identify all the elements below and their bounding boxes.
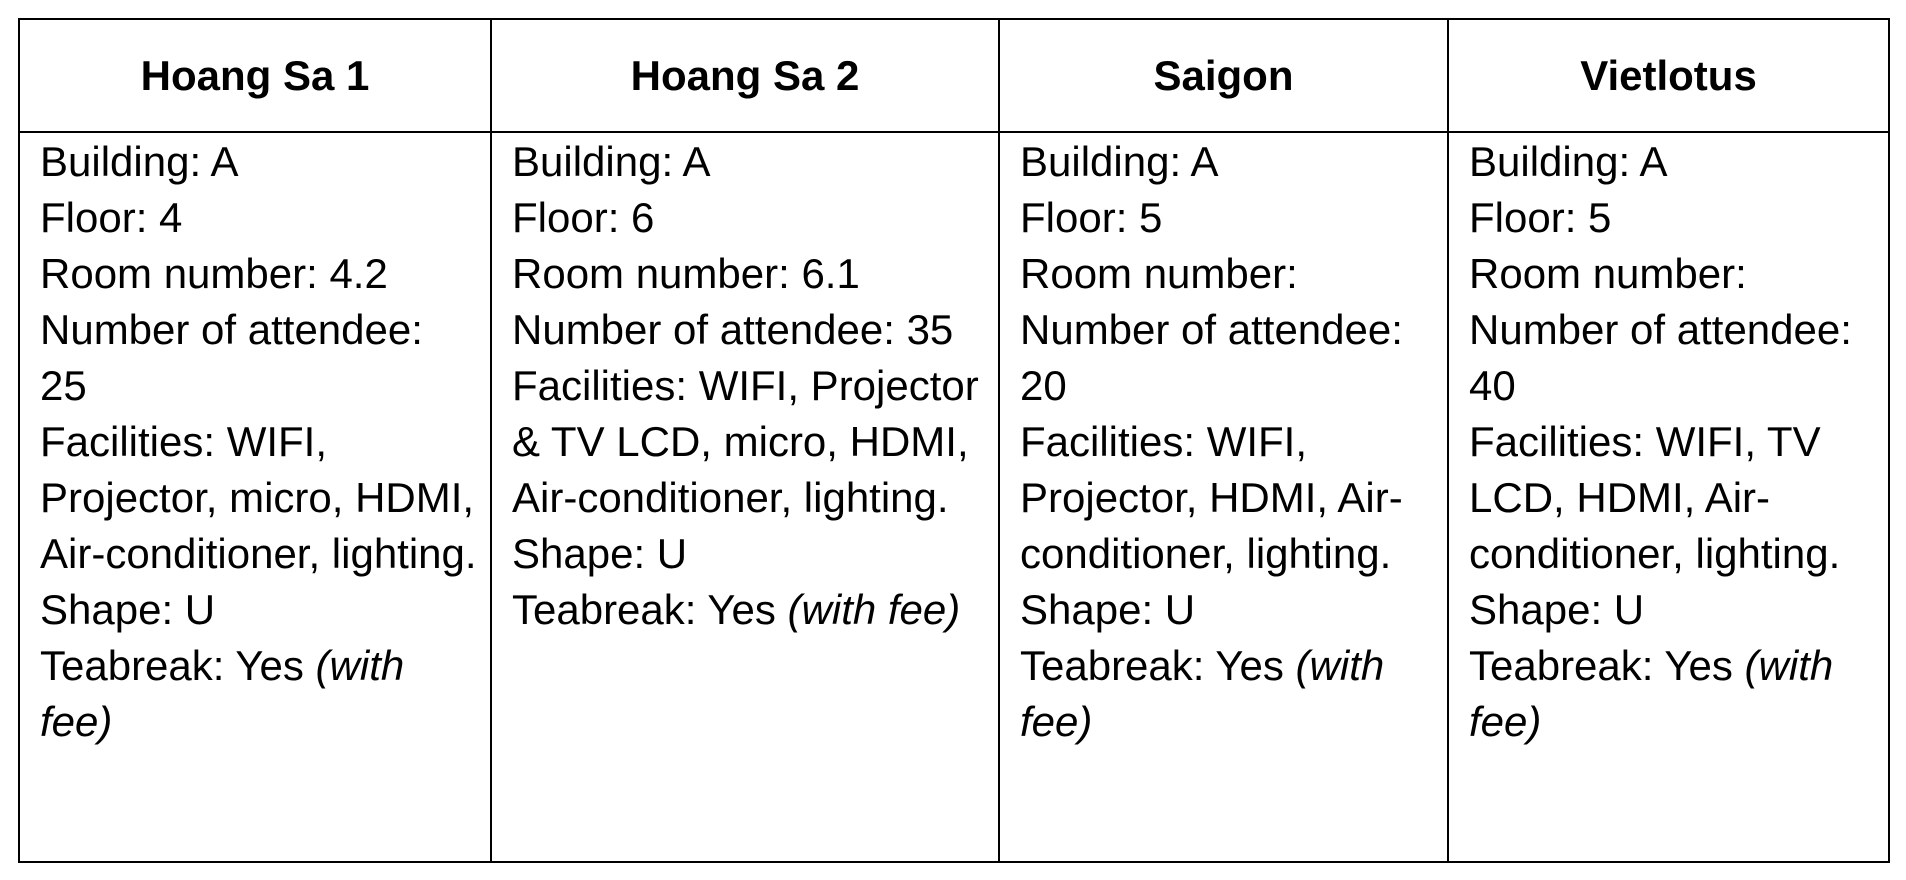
building-text: Building: A — [1469, 138, 1668, 185]
facilities-text: Facilities: WIFI, Projector, HDMI, Air-conditioner, lighting. — [1020, 418, 1403, 577]
shape-text: Shape: U — [40, 586, 216, 633]
room-header-vietlotus: Vietlotus — [1448, 19, 1889, 132]
attendee-count-text: Number of attendee: 40 — [1469, 306, 1852, 409]
room-number-text: Room number: — [1020, 250, 1298, 297]
teabreak-fee-note: (with fee) — [1469, 642, 1834, 745]
header-row — [19, 19, 1889, 132]
teabreak-line — [1469, 638, 1878, 750]
floor-text: Floor: 4 — [40, 194, 183, 241]
facilities-text: Facilities: WIFI, Projector & TV LCD, micro, HDMI, Air-conditioner, lighting. — [512, 362, 979, 521]
room-header-saigon: Saigon — [999, 19, 1448, 132]
teabreak-line — [40, 638, 480, 750]
attendee-count-text: Number of attendee: 35 — [512, 306, 954, 353]
teabreak-text: Teabreak: Yes — [1469, 642, 1733, 689]
floor-text: Floor: 5 — [1469, 194, 1612, 241]
facilities-text: Facilities: WIFI, TV LCD, HDMI, Air-conditioner, lighting. — [1469, 418, 1841, 577]
attendee-count-text: Number of attendee: 25 — [40, 306, 423, 409]
teabreak-text: Teabreak: Yes — [1020, 642, 1284, 689]
floor-text: Floor: 6 — [512, 194, 655, 241]
room-details-vietlotus — [1448, 132, 1889, 862]
room-number-text: Room number: — [1469, 250, 1747, 297]
teabreak-fee-note: (with fee) — [1020, 642, 1385, 745]
building-text: Building: A — [512, 138, 711, 185]
attendee-count-text: Number of attendee: 20 — [1020, 306, 1403, 409]
details-row — [19, 132, 1889, 862]
room-number-text: Room number: 4.2 — [40, 250, 388, 297]
floor-text: Floor: 5 — [1020, 194, 1163, 241]
teabreak-text: Teabreak: Yes — [40, 642, 304, 689]
teabreak-fee-note: (with fee) — [40, 642, 405, 745]
facilities-text: Facilities: WIFI, Projector, micro, HDMI, Air-conditioner, lighting. — [40, 418, 477, 577]
shape-text: Shape: U — [1469, 586, 1645, 633]
room-details-saigon — [999, 132, 1448, 862]
shape-text: Shape: U — [1020, 586, 1196, 633]
meeting-room-table — [18, 18, 1890, 863]
teabreak-line — [1020, 638, 1437, 750]
teabreak-line — [512, 582, 988, 638]
shape-text: Shape: U — [512, 530, 688, 577]
building-text: Building: A — [1020, 138, 1219, 185]
teabreak-text: Teabreak: Yes — [512, 586, 776, 633]
room-details-hoang-sa-1 — [19, 132, 491, 862]
teabreak-fee-note: (with fee) — [787, 586, 961, 633]
room-details-hoang-sa-2 — [491, 132, 999, 862]
room-header-hoang-sa-1: Hoang Sa 1 — [19, 19, 491, 132]
room-header-hoang-sa-2: Hoang Sa 2 — [491, 19, 999, 132]
building-text: Building: A — [40, 138, 239, 185]
room-number-text: Room number: 6.1 — [512, 250, 860, 297]
